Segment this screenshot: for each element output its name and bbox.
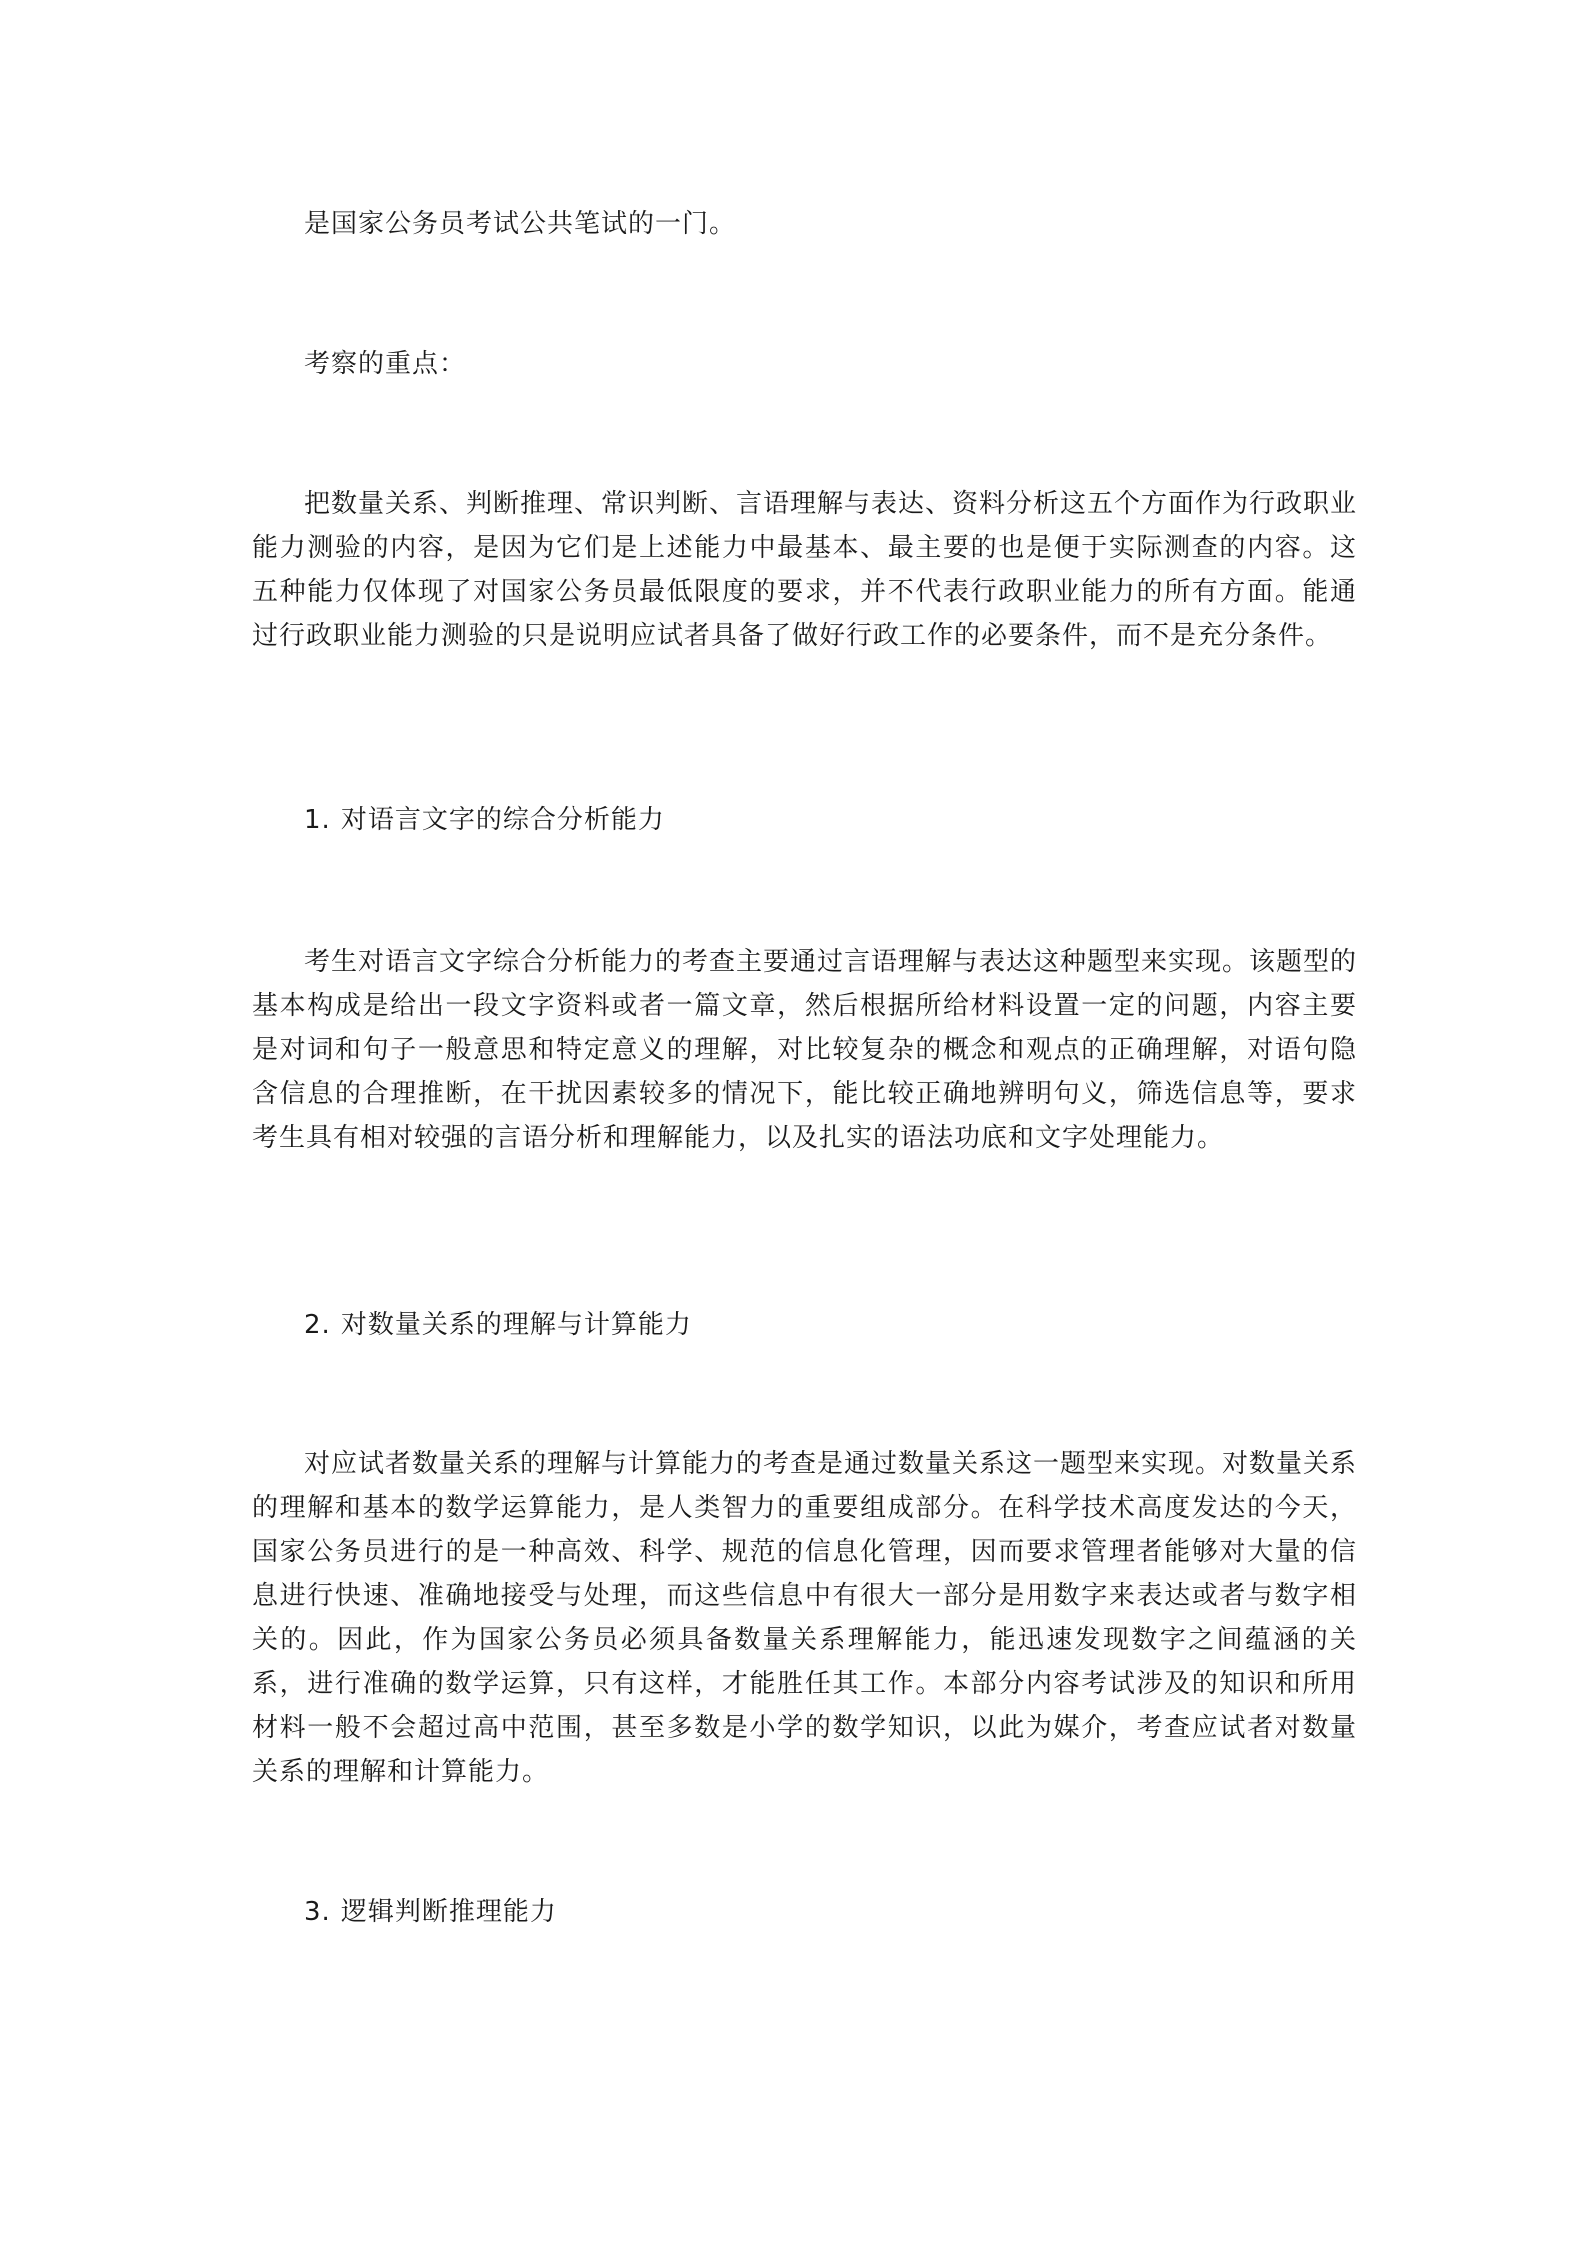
section-number-2: 2.	[304, 1310, 331, 1340]
section-body-2: 对应试者数量关系的理解与计算能力的考查是通过数量关系这一题型来实现。对数量关系的理解和基本的数学运算能力，是人类智力的重要组成部分。在科学技术高度发达的今天，国家公务员进行的是一种高效、科学、规范的信息化管理，因而要求管理者能够对大量的信息进行快速、准确地接受与处理，而这些信息中有很大一部分是用数字来表达或者与数字相关的。因此，作为国家公务员必须具备数量关系理解能力，能迅速发现数字之间蕴涵的关系，进行准确的数学运算，只有这样，才能胜任其工作。本部分内容考试涉及的知识和所用材料一般不会超过高中范围，甚至多数是小学的数学知识，以此为媒介，考查应试者对数量关系的理解和计算能力。	[252, 1449, 1358, 1787]
section-body-1: 考生对语言文字综合分析能力的考查主要通过言语理解与表达这种题型来实现。该题型的基本构成是给出一段文字资料或者一篇文章，然后根据所给材料设置一定的问题，内容主要是对词和句子一般意思和特定意义的理解，对比较复杂的概念和观点的正确理解，对语句隐含信息的合理推断，在干扰因素较多的情况下，能比较正确地辨明句义，筛选信息等，要求考生具有相对较强的言语分析和理解能力，以及扎实的语法功底和文字处理能力。	[252, 947, 1358, 1153]
focus-label: 考察的重点：	[304, 349, 467, 379]
overview-paragraph: 把数量关系、判断推理、常识判断、言语理解与表达、资料分析这五个方面作为行政职业能力测验的内容，是因为它们是上述能力中最基本、最主要的也是便于实际测查的内容。这五种能力仅体现了对国家公务员最低限度的要求，并不代表行政职业能力的所有方面。能通过行政职业能力测验的只是说明应试者具备了做好行政工作的必要条件，而不是充分条件。	[252, 489, 1358, 651]
section-heading-2	[304, 1303, 1409, 1347]
section-number-3: 3.	[304, 1897, 331, 1927]
section-number-1: 1.	[304, 805, 331, 835]
section-title-3: 逻辑判断推理能力	[340, 1897, 557, 1927]
section-heading-3	[304, 1890, 1409, 1934]
section-title-1: 对语言文字的综合分析能力	[340, 805, 665, 835]
section-heading-1	[304, 798, 1409, 842]
intro-line: 是国家公务员考试公共笔试的一门。	[304, 209, 737, 239]
section-title-2: 对数量关系的理解与计算能力	[340, 1310, 692, 1340]
